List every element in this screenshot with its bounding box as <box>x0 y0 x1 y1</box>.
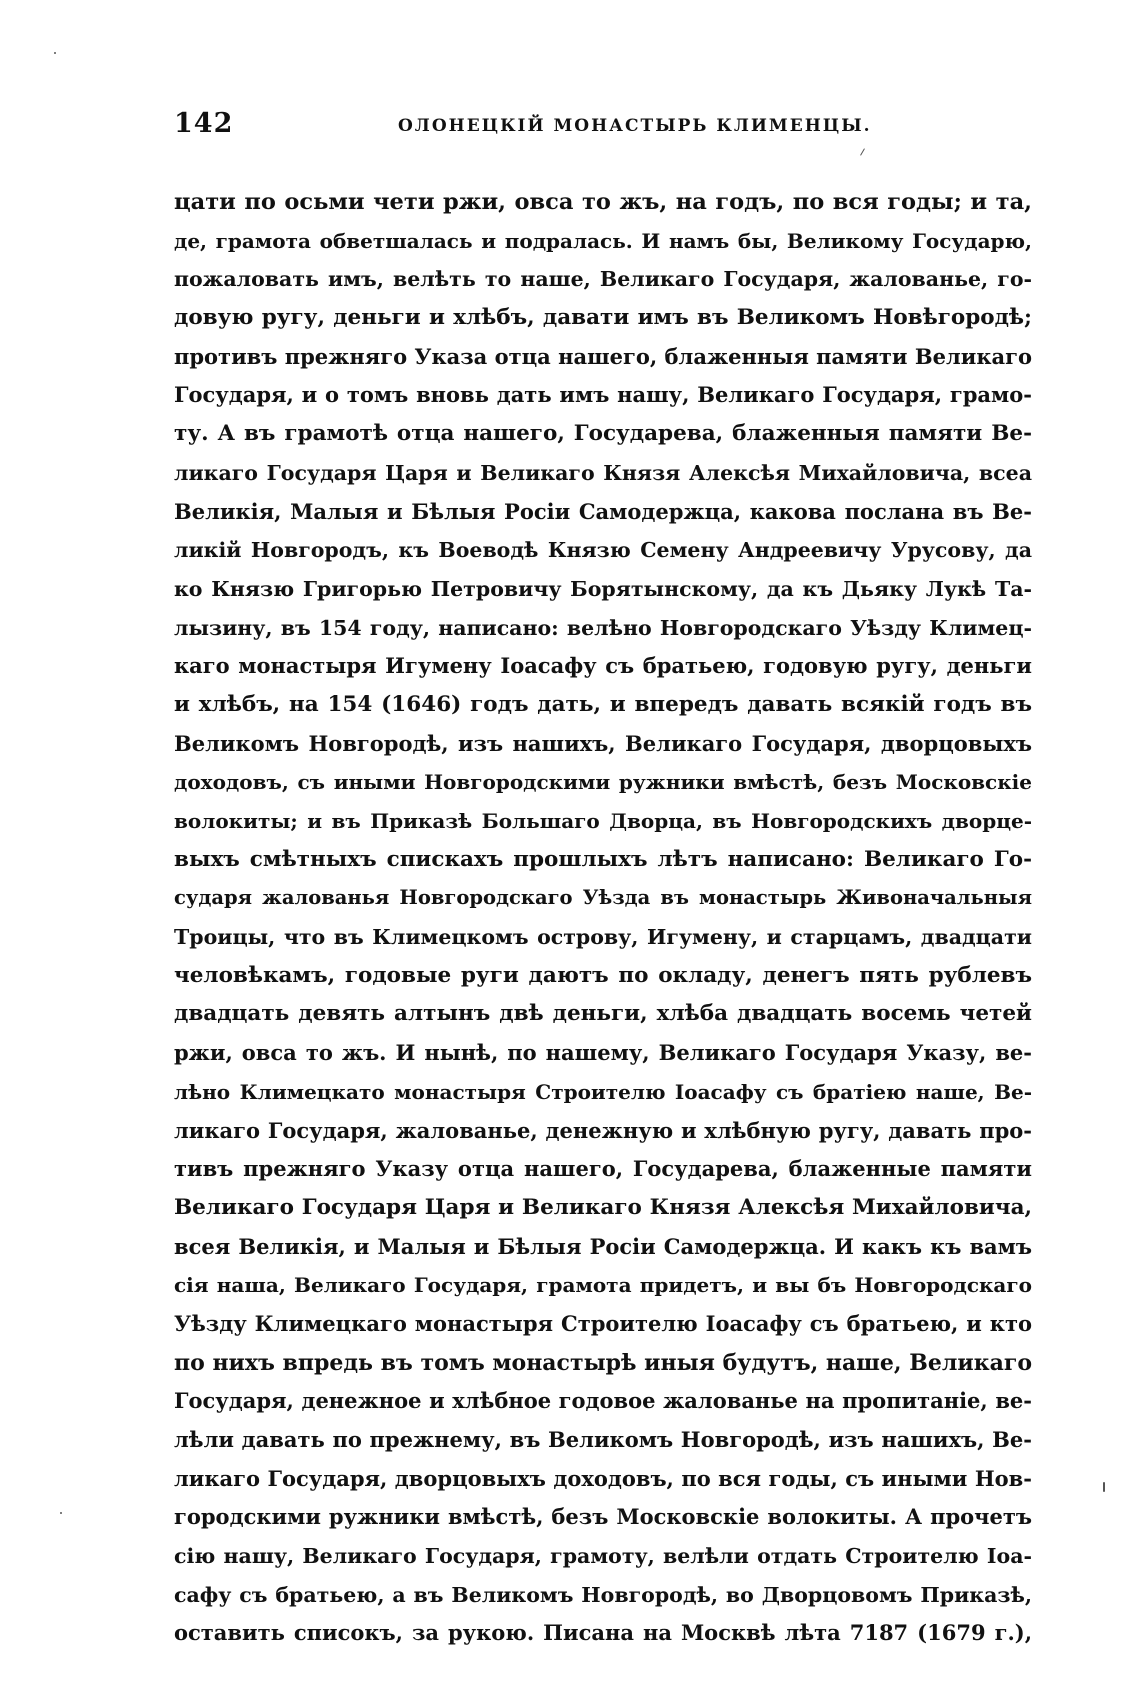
page-header <box>174 108 1032 148</box>
text-line: тивъ прежняго Указу отца нашего, Государева, блаженные памяти <box>174 1156 1032 1182</box>
text-line: волокиты; и въ Приказѣ Большаго Дворца, въ Новгородскихъ дворце- <box>174 809 1032 833</box>
text-line: Государя, денежное и хлѣбное годовое жалованье на пропитаніе, ве- <box>174 1388 1032 1414</box>
text-line: ко Князю Григорью Петровичу Борятынскому, да къ Дьяку Лукѣ Та- <box>174 576 1032 601</box>
scan-speck <box>54 52 56 54</box>
text-line: двадцать девять алтынъ двѣ деньги, хлѣба двадцать восемь четей <box>174 1001 1032 1027</box>
text-line: пожаловать имъ, велѣть то наше, Великаго Государя, жалованье, го- <box>174 267 1032 292</box>
text-line: сафу съ братьею, а въ Великомъ Новгородѣ, во Дворцовомъ Приказѣ, <box>174 1582 1032 1607</box>
text-line: цати по осьми чети ржи, овса то жъ, на годъ, по вся годы; и та, <box>174 189 1032 215</box>
text-line: оставить списокъ, за рукою. Писана на Москвѣ лѣта 7187 (1679 г.), <box>174 1620 1032 1646</box>
text-line: лызину, въ 154 году, написано: велѣно Новгородскаго Уѣзду Климец- <box>174 615 1032 640</box>
scan-speck <box>60 1512 62 1514</box>
text-line: сударя жалованья Новгородскаго Уѣзда въ монастырь Живоначальныя <box>174 886 1032 910</box>
text-line: лѣно Климецкато монастыря Строителю Іоасафу съ братіею наше, Ве- <box>174 1079 1032 1104</box>
text-line: выхъ смѣтныхъ спискахъ прошлыхъ лѣтъ написано: Великаго Го- <box>174 846 1032 872</box>
running-title: ОЛОНЕЦКІЙ МОНАСТЫРЬ КЛИМЕНЦЫ. <box>398 116 872 136</box>
text-line: де, грамота обветшалась и подралась. И намъ бы, Великому Государю, <box>174 228 1032 253</box>
text-line: городскими ружники вмѣстѣ, безъ Московскіе волокиты. А прочетъ <box>174 1504 1032 1530</box>
text-line: Великомъ Новгородѣ, изъ нашихъ, Великаго Государя, дворцовыхъ <box>174 730 1032 756</box>
text-line: Государя, и о томъ вновь дать имъ нашу, Великаго Государя, грамо- <box>174 382 1032 408</box>
text-line: человѣкамъ, годовые руги даютъ по окладу, денегъ пять рублевъ <box>174 962 1032 988</box>
text-line: Уѣзду Климецкаго монастыря Строителю Іоасафу съ братьею, и кто <box>174 1310 1032 1336</box>
text-line: ликаго Государя, дворцовыхъ доходовъ, по вся годы, съ иными Нов- <box>174 1465 1032 1491</box>
text-line: всея Великія, и Малыя и Бѣлыя Росіи Самодержца. И какъ къ вамъ <box>174 1233 1032 1259</box>
text-line: доходовъ, съ иными Новгородскими ружники вмѣстѣ, безъ Московскіе <box>174 770 1032 795</box>
text-line: ликаго Государя Царя и Великаго Князя Алексѣя Михайловича, всеа <box>174 460 1032 485</box>
text-line: Великаго Государя Царя и Великаго Князя Алексѣя Михайловича, <box>174 1194 1032 1220</box>
text-line: по нихъ впредь въ томъ монастырѣ иныя будутъ, наше, Великаго <box>174 1349 1032 1376</box>
text-line: противъ прежняго Указа отца нашего, блаженныя памяти Великаго <box>174 343 1032 369</box>
text-line: ржи, овса то жъ. И нынѣ, по нашему, Великаго Государя Указу, ве- <box>174 1040 1032 1066</box>
text-line: лѣли давать по прежнему, въ Великомъ Новгородѣ, изъ нашихъ, Ве- <box>174 1427 1032 1452</box>
page-number: 142 <box>174 108 234 139</box>
text-line: ту. А въ грамотѣ отца нашего, Государева, блаженныя памяти Ве- <box>174 421 1032 447</box>
text-line: Троицы, что въ Климецкомъ острову, Игумену, и старцамъ, двадцати <box>174 925 1032 950</box>
text-line: довую ругу, деньги и хлѣбъ, давати имъ въ Великомъ Новѣгородѣ; <box>174 305 1032 331</box>
text-line: ликаго Государя, жалованье, денежную и хлѣбную ругу, давать про- <box>174 1117 1032 1143</box>
text-line: сія наша, Великаго Государя, грамота придетъ, и вы бъ Новгородскаго <box>174 1273 1032 1298</box>
scan-speck <box>860 148 865 155</box>
text-line: каго монастыря Игумену Іоасафу съ братьею, годовую ругу, деньги <box>174 653 1032 679</box>
scan-speck <box>1103 1482 1105 1492</box>
text-line: ликій Новгородъ, къ Воеводѣ Князю Семену Андреевичу Урусову, да <box>174 538 1032 563</box>
text-line: и хлѣбъ, на 154 (1646) годъ дать, и впередъ давать всякій годъ въ <box>174 691 1032 717</box>
text-line: Великія, Малыя и Бѣлыя Росіи Самодержца, какова послана въ Ве- <box>174 498 1032 524</box>
text-line: сію нашу, Великаго Государя, грамоту, велѣли отдать Строителю Іоа- <box>174 1544 1032 1569</box>
body-text <box>174 183 1032 1653</box>
